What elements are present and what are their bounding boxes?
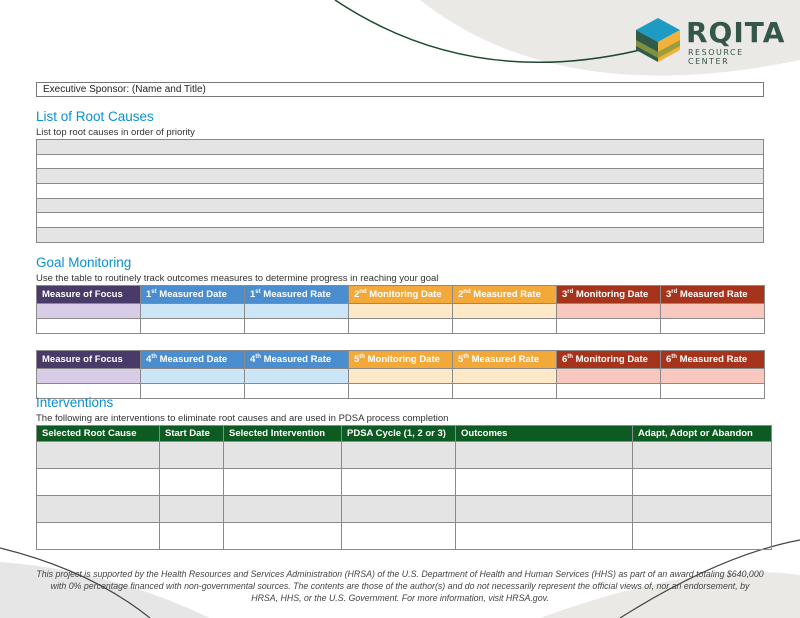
table-cell[interactable] bbox=[37, 319, 141, 334]
table-cell[interactable] bbox=[160, 442, 224, 469]
table-cell[interactable] bbox=[557, 304, 661, 319]
column-header: 1st Measured Date bbox=[141, 286, 245, 304]
column-header: 4th Measured Rate bbox=[245, 351, 349, 369]
table-row bbox=[37, 369, 765, 384]
table-cell[interactable] bbox=[453, 384, 557, 399]
table-cell[interactable] bbox=[349, 384, 453, 399]
table-row bbox=[37, 496, 772, 523]
adapt-adopt-abandon-header: Adapt, Adopt or Abandon bbox=[633, 426, 772, 442]
table-header-row bbox=[37, 351, 765, 369]
table-cell[interactable] bbox=[661, 304, 765, 319]
table-cell[interactable] bbox=[160, 523, 224, 550]
table-cell[interactable] bbox=[661, 319, 765, 334]
root-cause-cell[interactable] bbox=[37, 213, 764, 228]
table-row bbox=[37, 198, 764, 213]
table-cell[interactable] bbox=[349, 304, 453, 319]
goal-monitoring-title: Goal Monitoring bbox=[36, 255, 132, 270]
column-header: 6th Measured Rate bbox=[661, 351, 765, 369]
root-cause-cell[interactable] bbox=[37, 169, 764, 184]
table-cell[interactable] bbox=[342, 469, 456, 496]
column-header: 5th Measured Rate bbox=[453, 351, 557, 369]
table-cell[interactable] bbox=[349, 369, 453, 384]
table-cell[interactable] bbox=[37, 304, 141, 319]
table-row bbox=[37, 184, 764, 199]
table-row bbox=[37, 154, 764, 169]
measure-of-focus-header: Measure of Focus bbox=[37, 286, 141, 304]
table-cell[interactable] bbox=[633, 469, 772, 496]
table-cell[interactable] bbox=[453, 304, 557, 319]
table-cell[interactable] bbox=[661, 384, 765, 399]
table-row bbox=[37, 469, 772, 496]
table-row bbox=[37, 442, 772, 469]
measure-of-focus-header: Measure of Focus bbox=[37, 351, 141, 369]
interventions-title: Interventions bbox=[36, 395, 114, 410]
table-row bbox=[37, 523, 772, 550]
root-cause-cell[interactable] bbox=[37, 140, 764, 155]
table-cell[interactable] bbox=[456, 442, 633, 469]
table-cell[interactable] bbox=[160, 496, 224, 523]
table-cell[interactable] bbox=[141, 369, 245, 384]
selected-root-cause-header: Selected Root Cause bbox=[37, 426, 160, 442]
table-row bbox=[37, 228, 764, 243]
table-cell[interactable] bbox=[557, 384, 661, 399]
root-causes-title: List of Root Causes bbox=[36, 109, 154, 124]
table-cell[interactable] bbox=[349, 319, 453, 334]
table-cell[interactable] bbox=[224, 496, 342, 523]
table-cell[interactable] bbox=[224, 442, 342, 469]
table-cell[interactable] bbox=[453, 319, 557, 334]
table-cell[interactable] bbox=[224, 523, 342, 550]
logo-subtitle: RESOURCE CENTER bbox=[688, 48, 744, 66]
table-cell[interactable] bbox=[245, 369, 349, 384]
table-cell[interactable] bbox=[633, 496, 772, 523]
table-cell[interactable] bbox=[342, 496, 456, 523]
table-cell[interactable] bbox=[224, 469, 342, 496]
executive-sponsor-field[interactable]: Executive Sponsor: (Name and Title) bbox=[36, 82, 764, 97]
root-cause-cell[interactable] bbox=[37, 228, 764, 243]
table-cell[interactable] bbox=[245, 304, 349, 319]
table-cell[interactable] bbox=[141, 304, 245, 319]
table-cell[interactable] bbox=[456, 469, 633, 496]
column-header: 3rd Monitoring Date bbox=[557, 286, 661, 304]
table-cell[interactable] bbox=[37, 523, 160, 550]
column-header: 4th Measured Date bbox=[141, 351, 245, 369]
logo-title: RQITA bbox=[686, 16, 786, 49]
column-header: 2nd Measured Rate bbox=[453, 286, 557, 304]
table-header-row bbox=[37, 286, 765, 304]
table-row bbox=[37, 140, 764, 155]
table-cell[interactable] bbox=[342, 523, 456, 550]
pdsa-cycle-header: PDSA Cycle (1, 2 or 3) bbox=[342, 426, 456, 442]
table-cell[interactable] bbox=[456, 496, 633, 523]
table-cell[interactable] bbox=[37, 496, 160, 523]
table-cell[interactable] bbox=[141, 384, 245, 399]
table-cell[interactable] bbox=[557, 369, 661, 384]
root-cause-cell[interactable] bbox=[37, 154, 764, 169]
logo-mark-icon bbox=[634, 16, 682, 64]
column-header: 5th Monitoring Date bbox=[349, 351, 453, 369]
table-cell[interactable] bbox=[141, 319, 245, 334]
root-cause-cell[interactable] bbox=[37, 184, 764, 199]
funding-disclaimer: This project is supported by the Health Resources and Services Administration (HRSA) of the U.S. Department of Health and Human Services (HHS) as part of an award totaling $640,000 with 0% percentage financed with non-governmental sources. The contents are those of the author(s) and do not necessarily represent the official views of, nor an endorsement, by HRSA, HHS, or the U.S. Government. For more information, visit HRSA.gov. bbox=[36, 569, 764, 603]
table-cell[interactable] bbox=[245, 319, 349, 334]
goal-monitoring-description: Use the table to routinely track outcomes measures to determine progress in reaching your goal bbox=[36, 273, 439, 284]
table-cell[interactable] bbox=[37, 369, 141, 384]
column-header: 1st Measured Rate bbox=[245, 286, 349, 304]
table-row bbox=[37, 319, 765, 334]
table-row bbox=[37, 213, 764, 228]
start-date-header: Start Date bbox=[160, 426, 224, 442]
table-row bbox=[37, 169, 764, 184]
table-header-row bbox=[37, 426, 772, 442]
root-causes-table bbox=[36, 139, 764, 243]
table-cell[interactable] bbox=[37, 442, 160, 469]
table-cell[interactable] bbox=[245, 384, 349, 399]
interventions-description: The following are interventions to eliminate root causes and are used in PDSA process completion bbox=[36, 413, 449, 424]
table-cell[interactable] bbox=[557, 319, 661, 334]
root-causes-description: List top root causes in order of priority bbox=[36, 127, 195, 138]
table-cell[interactable] bbox=[342, 442, 456, 469]
table-cell[interactable] bbox=[37, 469, 160, 496]
outcomes-header: Outcomes bbox=[456, 426, 633, 442]
table-cell[interactable] bbox=[661, 369, 765, 384]
table-cell[interactable] bbox=[456, 523, 633, 550]
table-cell[interactable] bbox=[453, 369, 557, 384]
root-cause-cell[interactable] bbox=[37, 198, 764, 213]
table-cell[interactable] bbox=[633, 442, 772, 469]
table-cell[interactable] bbox=[633, 523, 772, 550]
table-cell[interactable] bbox=[160, 469, 224, 496]
selected-intervention-header: Selected Intervention bbox=[224, 426, 342, 442]
table-row bbox=[37, 304, 765, 319]
goal-monitoring-table bbox=[36, 285, 765, 399]
interventions-table bbox=[36, 425, 772, 550]
column-header: 2nd Monitoring Date bbox=[349, 286, 453, 304]
column-header: 6th Monitoring Date bbox=[557, 351, 661, 369]
rqita-logo bbox=[634, 14, 784, 66]
table-spacer bbox=[37, 334, 765, 351]
column-header: 3rd Measured Rate bbox=[661, 286, 765, 304]
table-row bbox=[37, 384, 765, 399]
